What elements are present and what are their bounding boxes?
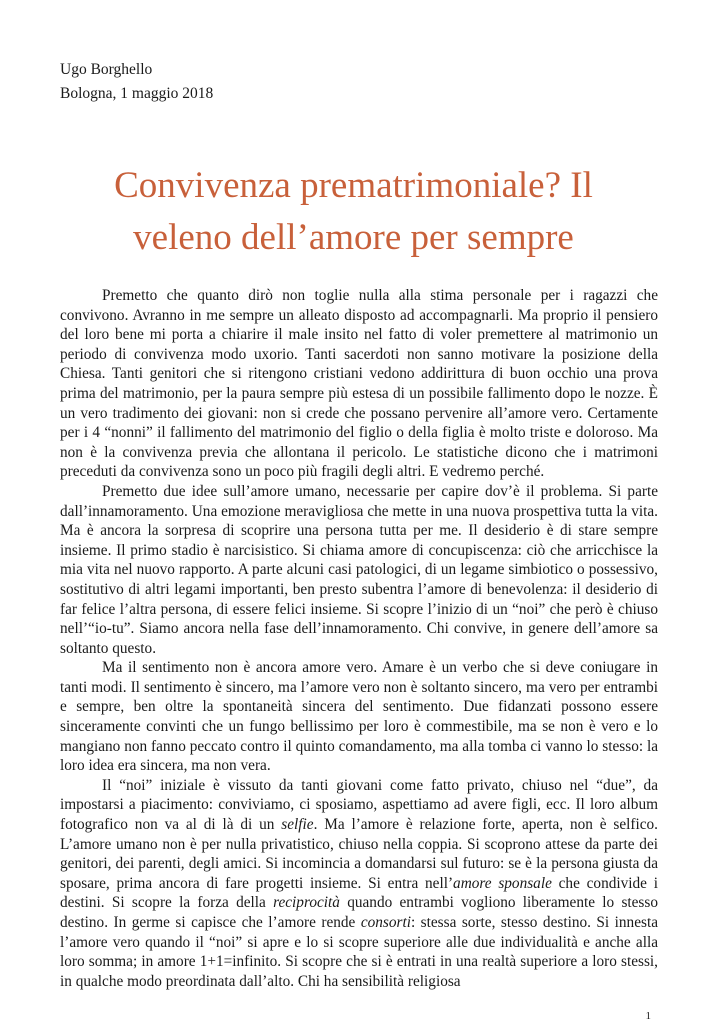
italic-selfie: selfie <box>281 816 314 834</box>
page-number: 1 <box>645 1010 651 1022</box>
title-line-1: Convivenza prematrimoniale? Il <box>114 165 593 206</box>
paragraph-4-text-e: : stessa sorte, stesso destino. Si innesta l’amore vero quando il “noi” si apre e lo si scopre superiore alle due individualità e anche alla loro somma; in amore 1+1=infinito. Si scopre che si è entrati in una realtà superiore a loro stessi, in qualche modo preordinata dall’alto. Chi ha sensibilità religiosa <box>60 914 658 990</box>
italic-reciprocita: reciprocità <box>273 894 340 912</box>
paragraph-4-text-c: che condivide i destini. Si scopre la forza della <box>60 874 658 912</box>
header-block <box>60 58 213 106</box>
paragraph-4-text-a: Il “noi” iniziale è vissuto da tanti giovani come fatto privato, chiuso nel “due”, da impostarsi a piacimento: conviviamo, ci sposiamo, aspettiamo ad avere figli, ecc. Il loro album fotografico non va al di là di un <box>60 776 658 834</box>
paragraph-4-text-d: quando entrambi vogliono liberamente lo stesso destino. In germe si capisce che l’amore rende <box>60 894 658 931</box>
italic-consorti: consorti <box>360 914 411 931</box>
paragraph-1: Premetto che quanto dirò non toglie nulla alla stima personale per i ragazzi che convivono. Avranno in me sempre un alleato disposto ad accompagnarli. Ma proprio il pensiero del loro bene mi porta a chiarire il male insito nel fatto di voler premettere al matrimonio un periodo di convivenza modo uxorio. Tanti sacerdoti non sanno motivare la posizione della Chiesa. Tanti genitori che si ritengono cristiani vedono addirittura di buon occhio una prova prima del matrimonio, per la paura sempre più estesa di un possibile fallimento dopo le nozze. È un vero tradimento dei giovani: non si crede che possano pervenire all’amore vero. Certamente per i 4 “nonni” il fallimento del matrimonio del figlio o della figlia è molto triste e doloroso. Ma non è la convivenza previa che allontana il pericolo. Le statistiche dicono che i matrimoni preceduti da convivenza sono un poco più fragili degli altri. E vedremo perché. <box>60 287 658 481</box>
paragraph-2: Premetto due idee sull’amore umano, necessarie per capire dov’è il problema. Si parte dall’innamoramento. Una emozione meravigliosa che mette in una nuova prospettiva tutta la vita. Ma è ancora la sorpresa di scoprire una persona tutta per me. Il desiderio è di stare sempre insieme. Il primo stadio è narcisistico. Si chiama amore di concupiscenza: ciò che arricchisce la mia vita nel nuovo rapporto. A parte alcuni casi patologici, di un legame simbiotico o possessivo, sostitutivo di altri legami importanti, ben presto subentra l’amore di benevolenza: il desiderio di far felice l’altra persona, di essere felici insieme. Si scopre l’inizio di un “noi” che però è chiuso nell’“io-tu”. Siamo ancora nella fase dell’innamoramento. Chi convive, in genere dell’amore sa soltanto questo. <box>60 482 658 657</box>
author-name: Ugo Borghello <box>60 61 153 78</box>
italic-amore-sponsale: amore sponsale <box>453 874 552 892</box>
article-body <box>60 286 658 991</box>
paragraph-3: Ma il sentimento non è ancora amore vero. Amare è un verbo che si deve coniugare in tanti modi. Il sentimento è sincero, ma l’amore vero non è soltanto sincero, ma vero per entrambi e sempre, ben oltre la spontaneità sincera del sentimento. Due fidanzati possono essere sinceramente convinti che un fungo bellissimo per loro è commestibile, ma se non è vero e lo mangiano non fanno peccato contro il quinto comandamento, ma alla tomba ci vanno lo stesso: la loro idea era sincera, ma non vera. <box>60 659 658 775</box>
paragraph-4-text-b: . Ma l’amore è relazione forte, aperta, non è selfico. L’amore umano non è per nulla privatistico, chiuso nella coppia. Si scoprono attese da parte dei genitori, dei parenti, degli amici. Si incomincia a domandarsi sul futuro: se è la persona giusta da sposare, prima ancora di fare progetti insieme. Si entra nell’ <box>60 816 658 892</box>
article-title <box>40 160 667 264</box>
paragraph-4 <box>60 776 658 992</box>
place-date: Bologna, 1 maggio 2018 <box>60 85 214 102</box>
title-line-2: veleno dell’amore per sempre <box>133 217 574 258</box>
